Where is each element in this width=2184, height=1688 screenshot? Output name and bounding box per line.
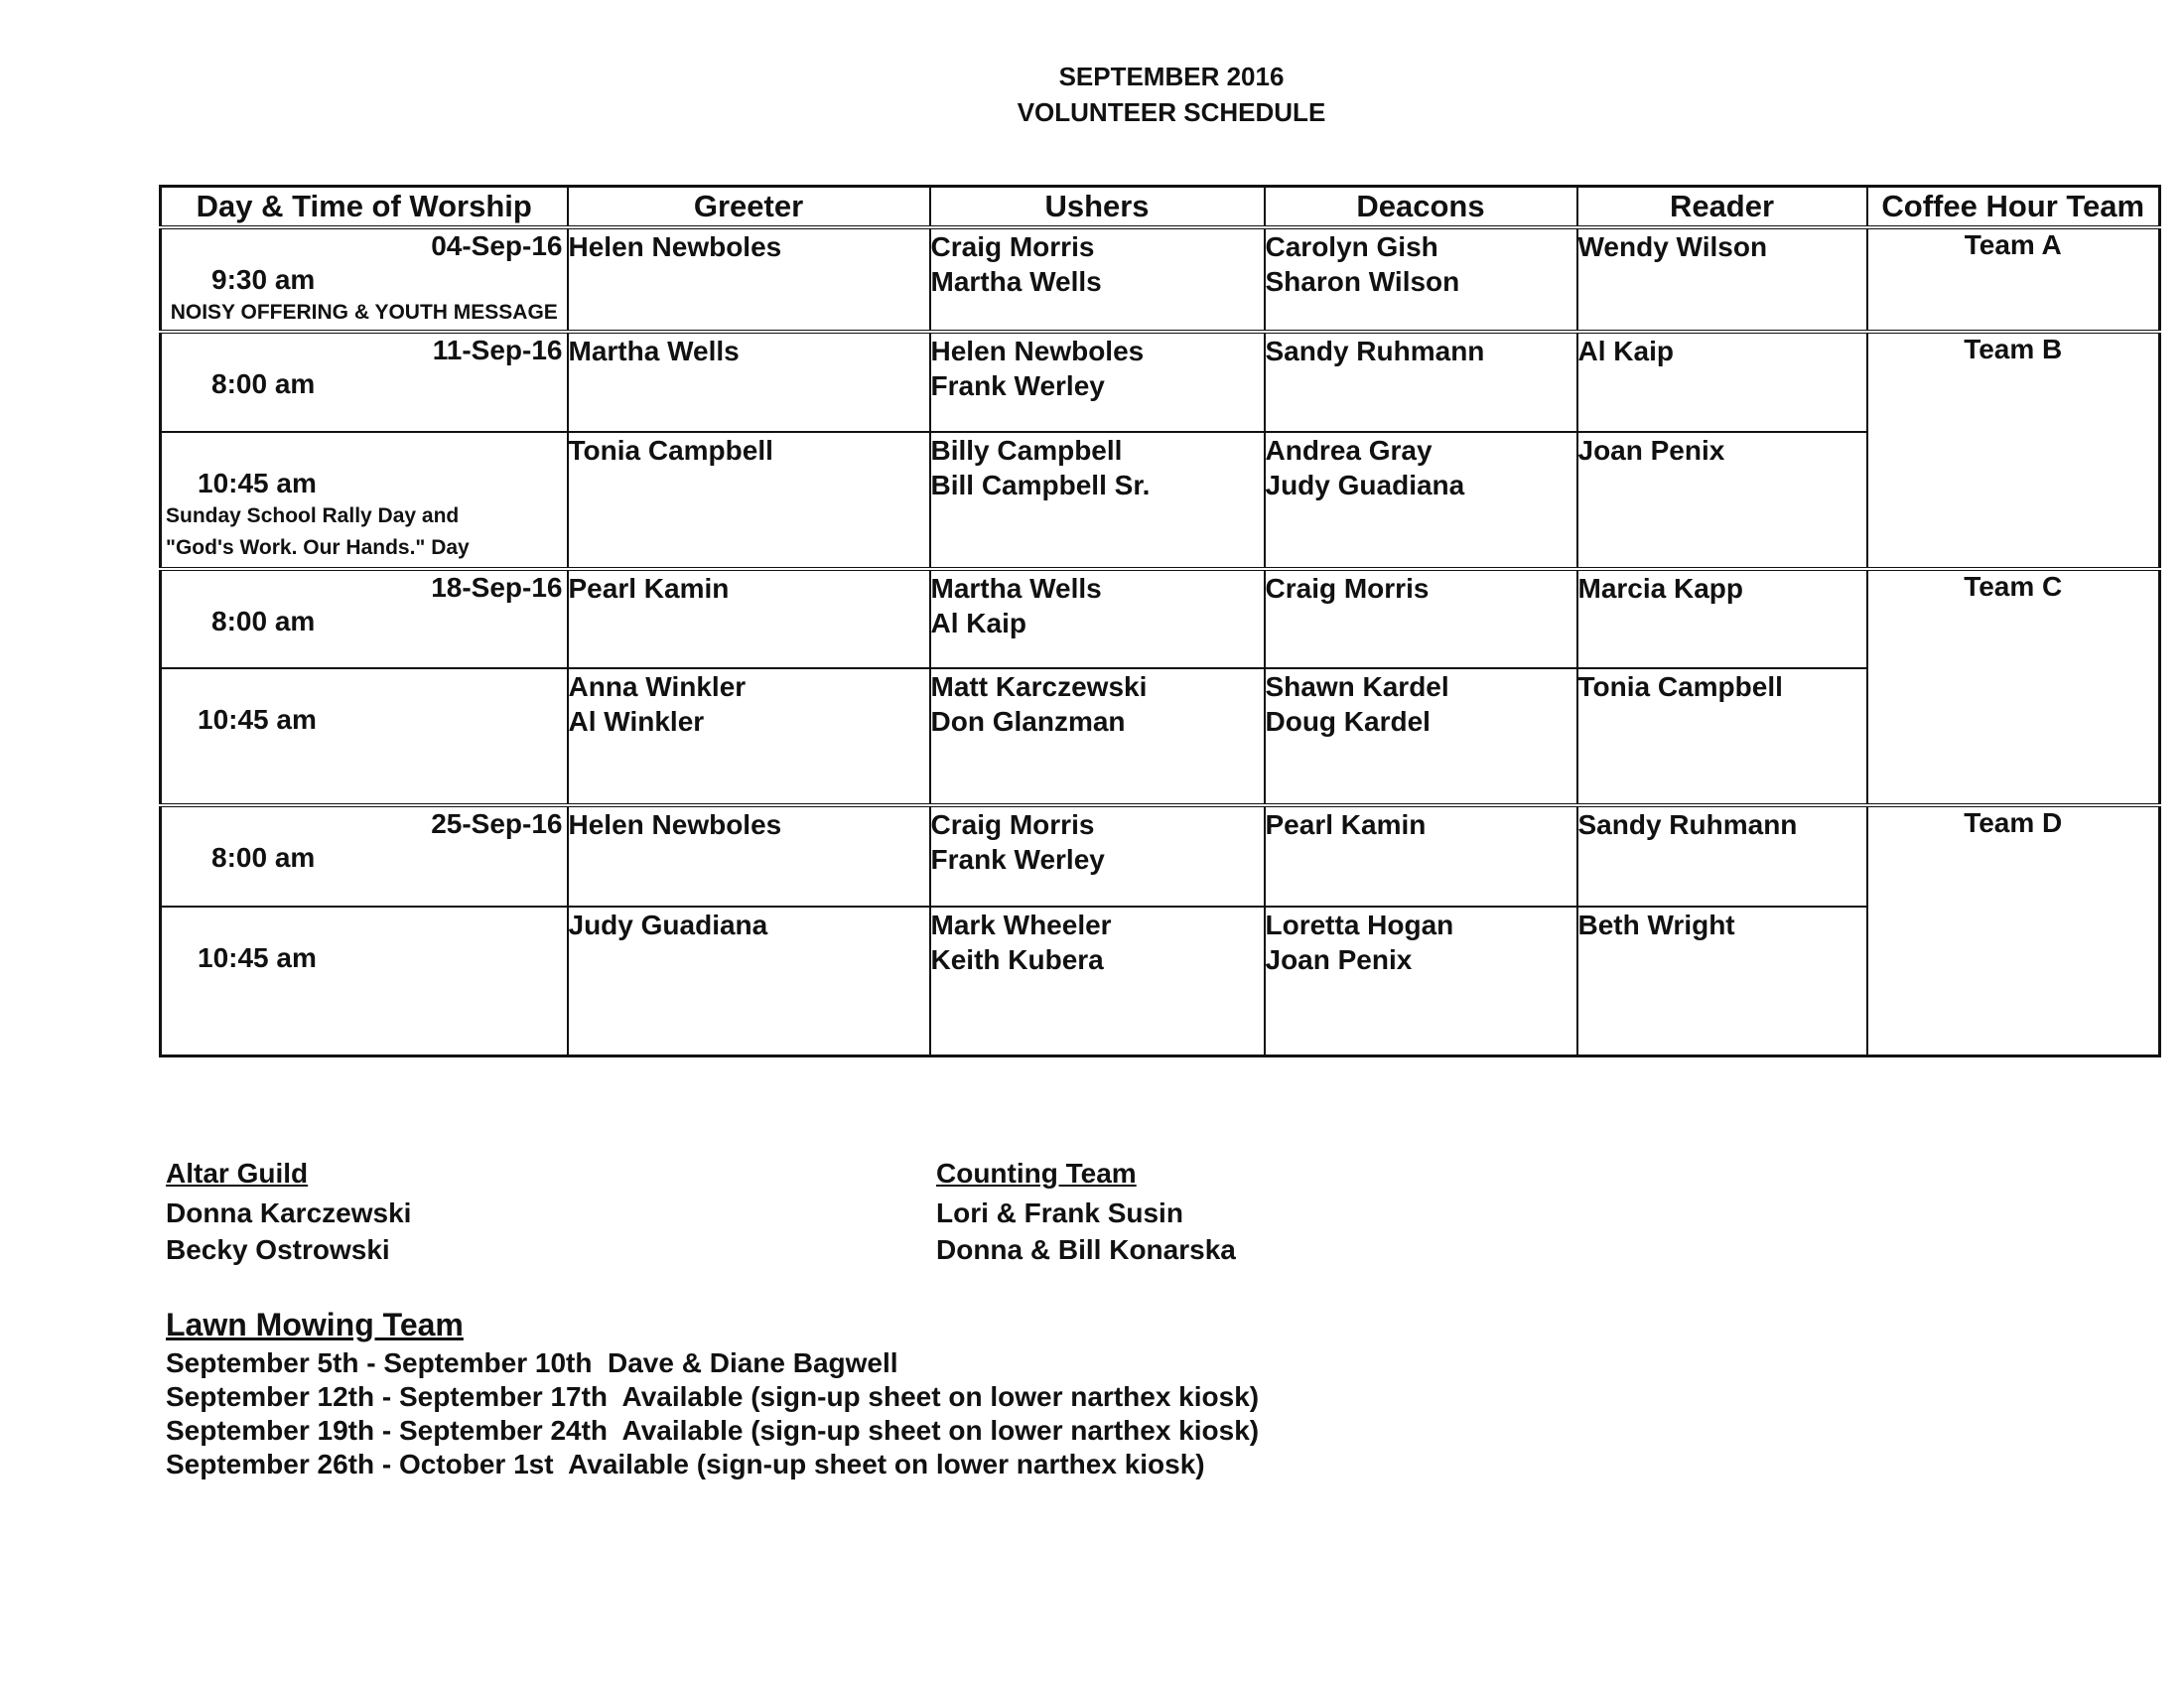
deacon-name-cell xyxy=(1265,332,1577,432)
table-row xyxy=(161,805,2160,907)
reader-name-cell xyxy=(1577,432,1867,569)
greeter-name: Anna Winkler xyxy=(568,671,747,702)
service-note: NOISY OFFERING & YOUTH MESSAGE xyxy=(170,301,558,324)
service-time: 9:30 am xyxy=(211,264,316,295)
service-time: 10:45 am xyxy=(198,468,317,498)
reader-name: Marcia Kapp xyxy=(1577,573,1743,604)
usher-name: Martha Wells xyxy=(930,573,1102,604)
reader-name-cell xyxy=(1577,668,1867,805)
header-coffee-hour-team: Coffee Hour Team xyxy=(1867,187,2160,228)
service-time: 8:00 am xyxy=(211,368,316,399)
service-day-time-cell xyxy=(161,227,568,332)
coffee-hour-team: Team D xyxy=(1867,805,2160,1055)
coffee-hour-team: Team A xyxy=(1867,227,2160,332)
service-day-time-cell xyxy=(161,432,568,569)
greeter-name-cell xyxy=(568,907,930,1055)
table-header-row xyxy=(161,187,2160,228)
coffee-hour-team: Team C xyxy=(1867,569,2160,805)
usher-name-cell xyxy=(930,569,1265,668)
deacon-name: Doug Kardel xyxy=(1265,706,1431,737)
greeter-name-cell xyxy=(568,432,930,569)
deacon-name-cell xyxy=(1265,432,1577,569)
reader-name: Joan Penix xyxy=(1577,435,1725,466)
deacon-name: Pearl Kamin xyxy=(1265,809,1427,840)
header-day-time: Day & Time of Worship xyxy=(161,187,568,228)
schedule-title: VOLUNTEER SCHEDULE xyxy=(1017,97,1326,127)
deacon-name-cell xyxy=(1265,569,1577,668)
usher-name: Al Kaip xyxy=(930,608,1026,638)
spacer xyxy=(162,669,567,703)
deacon-name: Sharon Wilson xyxy=(1265,266,1460,297)
coffee-hour-team: Team B xyxy=(1867,332,2160,569)
greeter-name: Judy Guadiana xyxy=(568,910,768,940)
table-row xyxy=(161,432,2160,569)
reader-name: Sandy Ruhmann xyxy=(1577,809,1798,840)
service-day-time-cell xyxy=(161,668,568,805)
reader-name: Al Kaip xyxy=(1577,336,1674,366)
reader-name-cell xyxy=(1577,227,1867,332)
altar-guild-title: Altar Guild xyxy=(166,1158,309,1189)
spacer xyxy=(162,433,567,467)
service-time: 8:00 am xyxy=(211,606,316,636)
service-time: 10:45 am xyxy=(198,942,317,973)
usher-name: Don Glanzman xyxy=(930,706,1126,737)
reader-name-cell xyxy=(1577,569,1867,668)
reader-name-cell xyxy=(1577,332,1867,432)
table-row xyxy=(161,668,2160,805)
table-row xyxy=(161,332,2160,432)
usher-name-cell xyxy=(930,668,1265,805)
service-time: 8:00 am xyxy=(211,842,316,873)
usher-name: Keith Kubera xyxy=(930,944,1104,975)
reader-name-cell xyxy=(1577,907,1867,1055)
table-row xyxy=(161,227,2160,332)
greeter-name-cell xyxy=(568,227,930,332)
table-row xyxy=(161,907,2160,1055)
lawn-mowing-title: Lawn Mowing Team xyxy=(166,1307,464,1342)
altar-guild-member: Donna Karczewski xyxy=(166,1197,412,1228)
schedule-month-title: SEPTEMBER 2016 xyxy=(1058,62,1285,91)
spacer xyxy=(162,908,567,941)
usher-name: Craig Morris xyxy=(930,809,1095,840)
deacon-name: Joan Penix xyxy=(1265,944,1413,975)
deacon-name: Loretta Hogan xyxy=(1265,910,1454,940)
deacon-name: Craig Morris xyxy=(1265,573,1430,604)
usher-name: Craig Morris xyxy=(930,231,1095,262)
counting-team-title: Counting Team xyxy=(936,1158,1137,1189)
usher-name: Frank Werley xyxy=(930,370,1105,401)
usher-name-cell xyxy=(930,805,1265,907)
deacon-name: Sandy Ruhmann xyxy=(1265,336,1485,366)
deacon-name-cell xyxy=(1265,668,1577,805)
lawn-mowing-entry: September 12th - September 17th Available (sign-up sheet on lower narthex kiosk) xyxy=(166,1381,1260,1412)
lawn-mowing-entry: September 19th - September 24th Available (sign-up sheet on lower narthex kiosk) xyxy=(166,1415,1260,1446)
deacon-name: Shawn Kardel xyxy=(1265,671,1449,702)
greeter-name-cell xyxy=(568,668,930,805)
usher-name-cell xyxy=(930,227,1265,332)
greeter-name-cell xyxy=(568,332,930,432)
usher-name: Mark Wheeler xyxy=(930,910,1112,940)
service-day-time-cell xyxy=(161,332,568,432)
lawn-mowing-entry: September 5th - September 10th Dave & Diane Bagwell xyxy=(166,1347,898,1378)
table-row xyxy=(161,569,2160,668)
worship-date: 11-Sep-16 xyxy=(432,335,563,365)
usher-name: Helen Newboles xyxy=(930,336,1145,366)
deacon-name-cell xyxy=(1265,907,1577,1055)
greeter-name: Al Winkler xyxy=(568,706,705,737)
schedule-body xyxy=(161,227,2160,1055)
greeter-name: Pearl Kamin xyxy=(568,573,730,604)
service-note: Sunday School Rally Day and xyxy=(166,504,460,527)
header-greeter: Greeter xyxy=(568,187,930,228)
greeter-name: Helen Newboles xyxy=(568,809,782,840)
deacon-name-cell xyxy=(1265,227,1577,332)
deacon-name: Judy Guadiana xyxy=(1265,470,1465,500)
worship-date: 25-Sep-16 xyxy=(431,808,563,839)
usher-name: Bill Campbell Sr. xyxy=(930,470,1151,500)
service-note: "God's Work. Our Hands." Day xyxy=(166,536,470,559)
lawn-mowing-entry: September 26th - October 1st Available (sign-up sheet on lower narthex kiosk) xyxy=(166,1449,1205,1479)
greeter-name-cell xyxy=(568,569,930,668)
service-day-time-cell xyxy=(161,907,568,1055)
usher-name-cell xyxy=(930,332,1265,432)
header-ushers: Ushers xyxy=(930,187,1265,228)
greeter-name: Martha Wells xyxy=(568,336,740,366)
usher-name: Matt Karczewski xyxy=(930,671,1148,702)
reader-name: Tonia Campbell xyxy=(1577,671,1783,702)
altar-guild-member: Becky Ostrowski xyxy=(166,1234,390,1265)
volunteer-schedule-table xyxy=(159,185,2161,1057)
deacon-name: Carolyn Gish xyxy=(1265,231,1438,262)
reader-name: Beth Wright xyxy=(1577,910,1735,940)
reader-name: Wendy Wilson xyxy=(1577,231,1768,262)
greeter-name-cell xyxy=(568,805,930,907)
usher-name-cell xyxy=(930,432,1265,569)
deacon-name: Andrea Gray xyxy=(1265,435,1433,466)
worship-date: 04-Sep-16 xyxy=(431,230,563,261)
usher-name: Frank Werley xyxy=(930,844,1105,875)
usher-name: Martha Wells xyxy=(930,266,1102,297)
service-day-time-cell xyxy=(161,569,568,668)
counting-team-member: Donna & Bill Konarska xyxy=(936,1234,1236,1265)
counting-team-member: Lori & Frank Susin xyxy=(936,1197,1183,1228)
service-day-time-cell xyxy=(161,805,568,907)
worship-date: 18-Sep-16 xyxy=(431,572,563,603)
usher-name: Billy Campbell xyxy=(930,435,1123,466)
deacon-name-cell xyxy=(1265,805,1577,907)
greeter-name: Helen Newboles xyxy=(568,231,782,262)
service-time: 10:45 am xyxy=(198,704,317,735)
reader-name-cell xyxy=(1577,805,1867,907)
header-reader: Reader xyxy=(1577,187,1867,228)
greeter-name: Tonia Campbell xyxy=(568,435,773,466)
usher-name-cell xyxy=(930,907,1265,1055)
header-deacons: Deacons xyxy=(1265,187,1577,228)
